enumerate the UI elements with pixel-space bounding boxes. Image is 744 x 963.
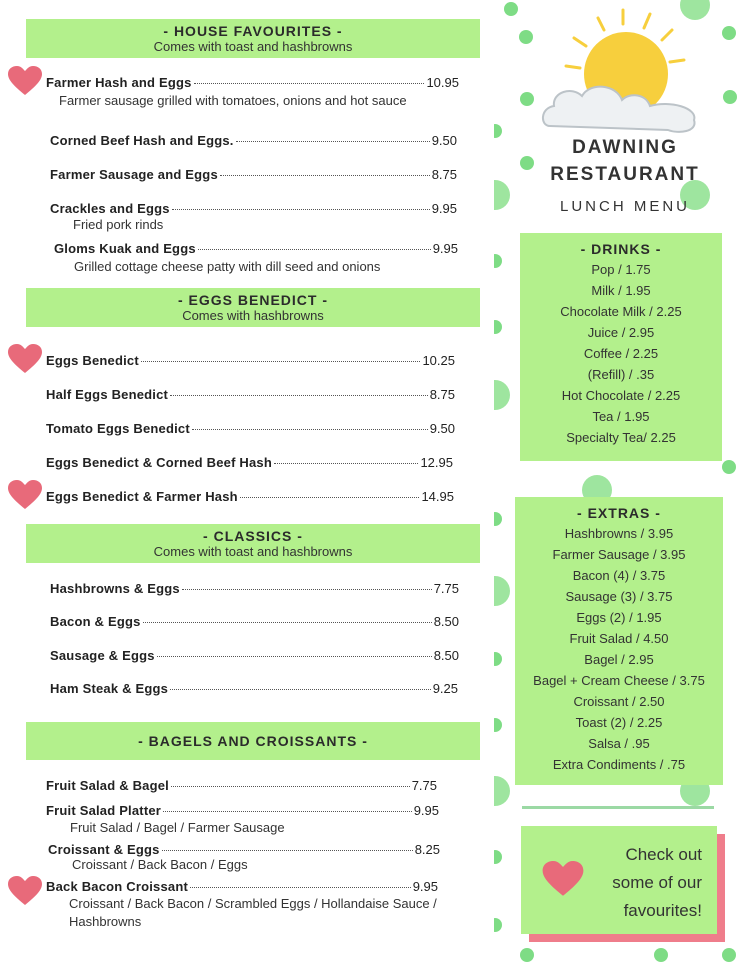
item-description: Fruit Salad / Bagel / Farmer Sausage bbox=[70, 820, 285, 835]
drink-item: Coffee / 2.25 bbox=[583, 346, 659, 361]
section-title: - EGGS BENEDICT - bbox=[177, 292, 328, 308]
item-description: Fried pork rinds bbox=[73, 217, 164, 232]
menu-item: Farmer Sausage and Eggs 8.75 bbox=[50, 167, 457, 182]
extra-item: Fruit Salad / 4.50 bbox=[569, 631, 669, 646]
menu-item: Eggs Benedict 10.25 bbox=[46, 353, 455, 368]
menu-item: Corned Beef Hash and Eggs. 9.50 bbox=[50, 133, 457, 148]
drinks-box bbox=[520, 233, 722, 461]
sun-cloud-icon bbox=[538, 8, 708, 138]
menu-item: Sausage & Eggs 8.50 bbox=[50, 648, 459, 663]
extras-box bbox=[515, 497, 723, 785]
drink-item: Milk / 1.95 bbox=[591, 283, 651, 298]
menu-item: Half Eggs Benedict 8.75 bbox=[46, 387, 455, 402]
menu-item: Bacon & Eggs 8.50 bbox=[50, 614, 459, 629]
section-title: - BAGELS AND CROISSANTS - bbox=[138, 733, 368, 749]
extra-item: Sausage (3) / 3.75 bbox=[565, 589, 673, 604]
drink-item: Tea / 1.95 bbox=[592, 409, 650, 424]
menu-item: Fruit Salad Platter 9.95 bbox=[46, 803, 439, 818]
extra-item: Croissant / 2.50 bbox=[573, 694, 665, 709]
extra-item: Extra Condiments / .75 bbox=[552, 757, 686, 772]
section-subtitle: Comes with hashbrowns bbox=[182, 308, 324, 323]
section-subtitle: Comes with toast and hashbrowns bbox=[153, 39, 353, 54]
section-subtitle: Comes with toast and hashbrowns bbox=[153, 544, 353, 559]
menu-item: Crackles and Eggs 9.95 bbox=[50, 201, 457, 216]
menu-item: Eggs Benedict & Farmer Hash 14.95 bbox=[46, 489, 454, 504]
section-banner-bagels-croissants bbox=[26, 722, 480, 760]
section-banner-classics bbox=[26, 524, 480, 563]
drink-item: Juice / 2.95 bbox=[587, 325, 655, 340]
item-description: Croissant / Back Bacon / Scrambled Eggs / Hollandaise Sauce / Hashbrowns bbox=[69, 896, 437, 929]
heart-icon bbox=[8, 344, 42, 374]
drink-item: Specialty Tea/ 2.25 bbox=[566, 430, 676, 445]
drink-item: Hot Chocolate / 2.25 bbox=[561, 388, 681, 403]
extra-item: Bagel / 2.95 bbox=[584, 652, 654, 667]
divider bbox=[522, 806, 714, 809]
menu-item: Ham Steak & Eggs 9.25 bbox=[50, 681, 458, 696]
section-title: - CLASSICS - bbox=[203, 528, 303, 544]
item-description: Grilled cottage cheese patty with dill seed and onions bbox=[74, 259, 381, 274]
heart-icon bbox=[8, 66, 42, 96]
section-title: - HOUSE FAVOURITES - bbox=[163, 23, 343, 39]
menu-item: Eggs Benedict & Corned Beef Hash 12.95 bbox=[46, 455, 453, 470]
extra-item: Bagel + Cream Cheese / 3.75 bbox=[533, 673, 705, 688]
item-description: Croissant / Back Bacon / Eggs bbox=[72, 857, 248, 872]
extra-item: Eggs (2) / 1.95 bbox=[576, 610, 662, 625]
drink-item: Chocolate Milk / 2.25 bbox=[560, 304, 682, 319]
menu-subtitle: LUNCH MENU bbox=[559, 198, 690, 215]
menu-item: Fruit Salad & Bagel 7.75 bbox=[46, 778, 437, 793]
section-banner-eggs-benedict bbox=[26, 288, 480, 327]
extra-item: Farmer Sausage / 3.95 bbox=[552, 547, 686, 562]
callout-text: Check out some of our favourites! bbox=[612, 845, 702, 920]
extra-item: Bacon (4) / 3.75 bbox=[572, 568, 666, 583]
extras-title: - EXTRAS - bbox=[577, 505, 661, 521]
extra-item: Toast (2) / 2.25 bbox=[575, 715, 663, 730]
drink-item: Pop / 1.75 bbox=[591, 262, 651, 277]
menu-item: Hashbrowns & Eggs 7.75 bbox=[50, 581, 459, 596]
restaurant-name-line1: DAWNING bbox=[572, 137, 678, 158]
heart-icon bbox=[8, 876, 42, 906]
menu-item: Gloms Kuak and Eggs 9.95 bbox=[54, 241, 458, 256]
menu-item: Tomato Eggs Benedict 9.50 bbox=[46, 421, 455, 436]
section-banner-house-favourites bbox=[26, 19, 480, 58]
drinks-title: - DRINKS - bbox=[580, 241, 662, 257]
menu-item: Croissant & Eggs 8.25 bbox=[48, 842, 440, 857]
menu-item: Back Bacon Croissant 9.95 bbox=[46, 879, 438, 894]
heart-icon bbox=[8, 480, 42, 510]
extra-item: Salsa / .95 bbox=[588, 736, 650, 751]
extra-item: Hashbrowns / 3.95 bbox=[564, 526, 674, 541]
item-description: Farmer sausage grilled with tomatoes, onions and hot sauce bbox=[59, 93, 407, 108]
menu-item: Farmer Hash and Eggs 10.95 bbox=[46, 75, 459, 90]
drink-item: (Refill) / .35 bbox=[587, 367, 655, 382]
restaurant-name-line2: RESTAURANT bbox=[550, 164, 700, 185]
heart-icon bbox=[542, 861, 584, 897]
